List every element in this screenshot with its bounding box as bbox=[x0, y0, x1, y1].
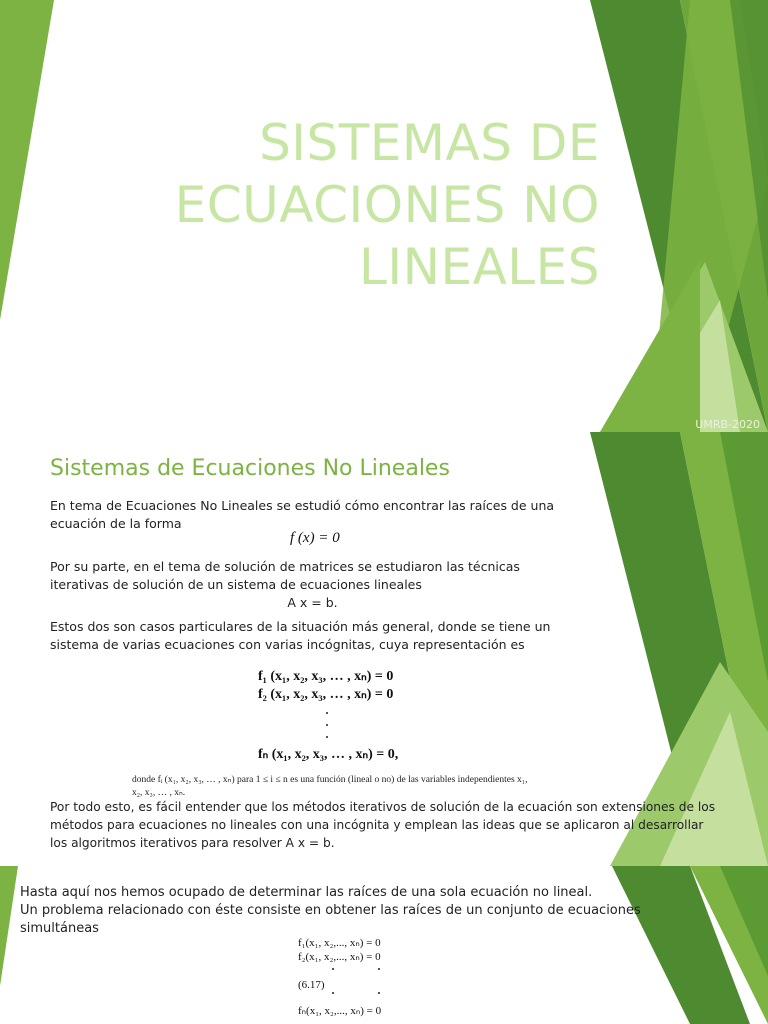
para4-line3: los algoritmos iterativos para resolver A x = b. bbox=[50, 836, 335, 850]
intro-line1: Hasta aquí nos hemos ocupado de determinar las raíces de una sola ecuación no lineal. bbox=[20, 885, 593, 900]
title-line-1: SISTEMAS DE bbox=[259, 114, 600, 172]
content-slide-1 bbox=[0, 432, 768, 866]
para4-line1: Por todo esto, es fácil entender que los métodos iterativos de solución de la ecuación son extensiones de los bbox=[50, 800, 716, 814]
content-slide-2 bbox=[0, 866, 768, 1024]
system-row-2: f₂(x₁, x₂,..., xₙ) = 0 bbox=[298, 951, 381, 963]
equation-number: (6.17) bbox=[298, 979, 325, 991]
ellipsis-dot bbox=[378, 968, 380, 970]
para2-line1: Por su parte, en el tema de solución de matrices se estudiaron las técnicas bbox=[50, 559, 520, 574]
para4-line2: métodos para ecuaciones no lineales con una incógnita y emplean las ideas que se aplicaron al desarrollar bbox=[50, 818, 704, 832]
system-row-2: f₂ (x₁, x₂, x₃, … , xₙ) = 0 bbox=[258, 687, 394, 702]
equation-axb: A x = b. bbox=[287, 595, 338, 610]
system-row-n: fₙ(x₁, x₂,..., xₙ) = 0 bbox=[298, 1005, 382, 1017]
ellipsis-dot bbox=[378, 992, 380, 994]
definition-note-line2: x₂, x₃, … , xₙ. bbox=[132, 788, 186, 798]
title-line-3: LINEALES bbox=[359, 238, 600, 296]
left-accent-shape bbox=[0, 866, 18, 986]
slide-heading: Sistemas de Ecuaciones No Lineales bbox=[50, 456, 450, 481]
equation-fx: f (x) = 0 bbox=[290, 530, 340, 546]
footer-tag: UMRB-2020 bbox=[695, 418, 760, 431]
ellipsis-dot bbox=[326, 712, 328, 714]
para3-line1: Estos dos son casos particulares de la situación más general, donde se tiene un bbox=[50, 619, 551, 634]
title-line-2: ECUACIONES NO bbox=[174, 176, 600, 234]
system-row-1: f₁ (x₁, x₂, x₃, … , xₙ) = 0 bbox=[258, 669, 394, 684]
ellipsis-dot bbox=[332, 968, 334, 970]
system-row-1: f₁(x₁, x₂,..., xₙ) = 0 bbox=[298, 937, 381, 949]
definition-note-line1: donde fᵢ (x₁, x₂, x₃, … , xₙ) para 1 ≤ i ≤ n es una función (lineal o no) de las variables independientes x₁, bbox=[132, 775, 528, 785]
para3-line2: sistema de varias ecuaciones con varias incógnitas, cuya representación es bbox=[50, 637, 525, 652]
slide-title bbox=[80, 112, 600, 298]
system-row-n: fₙ (x₁, x₂, x₃, … , xₙ) = 0, bbox=[258, 747, 399, 762]
ellipsis-dot bbox=[326, 724, 328, 726]
para1-line1: En tema de Ecuaciones No Lineales se estudió cómo encontrar las raíces de una bbox=[50, 498, 555, 513]
para2-line2: iterativas de solución de un sistema de ecuaciones lineales bbox=[50, 577, 422, 592]
ellipsis-dot bbox=[332, 992, 334, 994]
title-slide bbox=[0, 0, 768, 432]
intro-line2: Un problema relacionado con éste consiste en obtener las raíces de un conjunto de ecuaciones bbox=[20, 903, 641, 918]
para1-line2: ecuación de la forma bbox=[50, 516, 182, 531]
intro-line3: simultáneas bbox=[20, 921, 99, 936]
ellipsis-dot bbox=[326, 736, 328, 738]
left-accent-shape bbox=[0, 0, 54, 320]
